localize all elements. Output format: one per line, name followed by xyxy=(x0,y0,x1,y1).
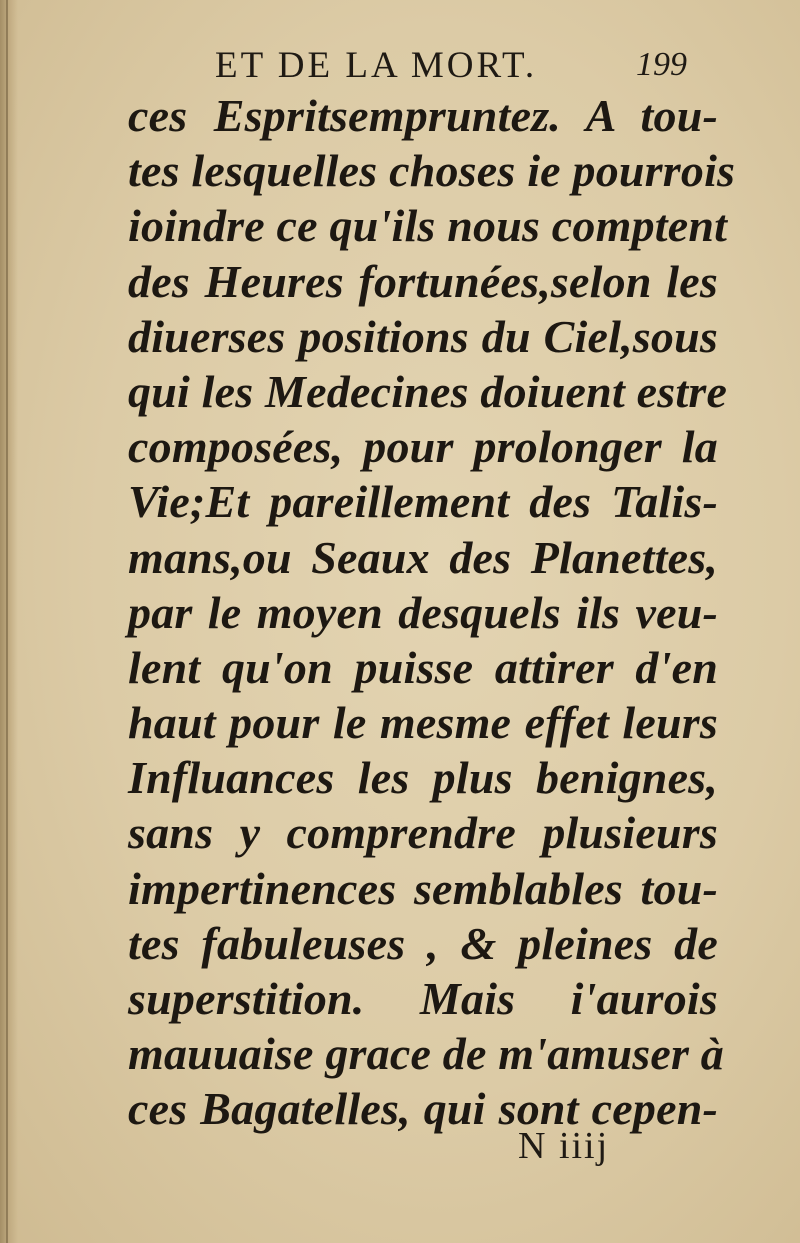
body-text xyxy=(128,88,736,1137)
text-line: ioindre ce qu'ils nous comptent xyxy=(128,200,728,252)
text-line: tes fabuleuses , & pleines de xyxy=(128,917,718,969)
text-line: composées, pour prolonger la xyxy=(128,421,718,473)
text-line: Influances les plus benignes, xyxy=(128,752,718,804)
text-line: sans y comprendre plusieurs xyxy=(128,807,718,859)
running-title: ET DE LA MORT. xyxy=(215,45,538,86)
text-line: mauuaise grace de m'amuser à xyxy=(128,1028,724,1080)
text-line: par le moyen desquels ils veu- xyxy=(128,586,718,638)
running-head xyxy=(0,44,800,94)
page-number: 199 xyxy=(636,46,687,83)
text-line: ces Bagatelles, qui sont cepen- xyxy=(128,1083,718,1135)
text-line: Vie;Et pareillement des Talis- xyxy=(128,476,718,528)
text-line: ces Espritsempruntez. A tou- xyxy=(128,90,718,141)
text-line: qui les Medecines doiuent estre xyxy=(128,365,728,417)
text-line: impertinences semblables tou- xyxy=(128,862,718,914)
text-line: haut pour le mesme effet leurs xyxy=(128,697,718,749)
text-line: diuerses positions du Ciel,sous xyxy=(128,310,718,362)
text-line: lent qu'on puisse attirer d'en xyxy=(128,641,718,693)
gutter-edge-line xyxy=(6,0,8,1243)
text-line: tes lesquelles choses ie pourrois xyxy=(128,145,736,197)
signature-mark: N iiij xyxy=(518,1125,610,1167)
text-line: mans,ou Seaux des Planettes, xyxy=(128,531,718,583)
text-line: superstition. Mais i'aurois xyxy=(128,973,718,1024)
text-line: des Heures fortunées,selon les xyxy=(128,255,718,307)
binding-gutter xyxy=(0,0,18,1243)
